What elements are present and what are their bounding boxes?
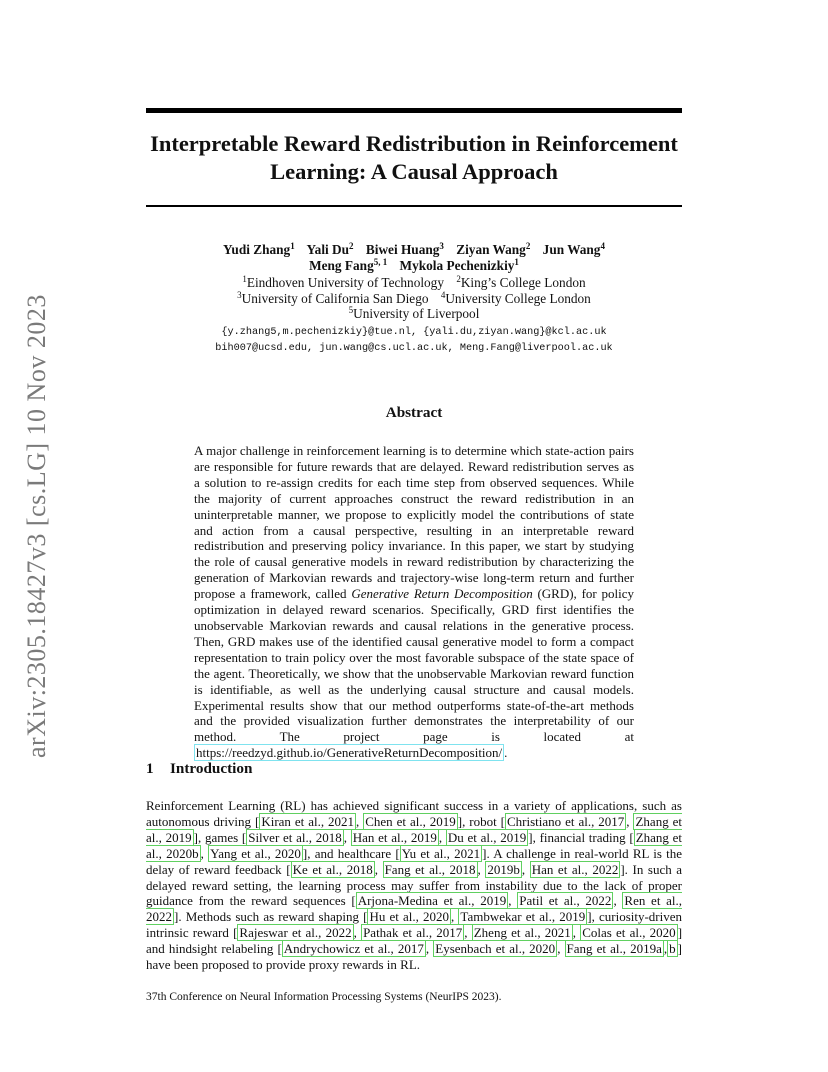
author-affiliation-mark: 2	[525, 241, 531, 251]
citation-link[interactable]: Han et al., 2022	[531, 861, 619, 877]
citation-link[interactable]: Tambwekar et al., 2019	[460, 909, 586, 925]
citation-link[interactable]: Du et al., 2019	[447, 829, 527, 845]
citation-link[interactable]: Ke et al., 2018	[292, 861, 373, 877]
author-affiliation-mark: 3	[439, 241, 444, 251]
citation-link[interactable]: Fang et al., 2018	[384, 861, 476, 877]
author-affiliation-mark: 2	[349, 241, 354, 251]
author-name: Biwei Huang	[365, 242, 440, 257]
author-name: Jun Wang	[542, 242, 601, 257]
citation-link[interactable]: Fang et al., 2019a	[566, 941, 662, 957]
author-line-1	[120, 242, 708, 258]
project-page-link[interactable]: https://reedzyd.github.io/GenerativeReturnDecomposition/	[196, 745, 503, 761]
section-title: Introduction	[170, 760, 253, 777]
paper-title: Interpretable Reward Redistribution in Reinforcement Learning: A Causal Approach	[150, 131, 678, 184]
abstract-text: A major challenge in reinforcement learning is to determine which state-action pairs are responsible for future rewards that are delayed. Reward redistribution serves as a solution to re-assign credits for each time step from observed sequences. While the majority of current approaches construct the reward redistribution in an uninterpretable manner, we propose to explicitly model the contributions of state and action from a causal perspective, resulting in an interpretable reward redistribution and preserving policy invariance. In this paper, we start by studying the role of causal generative models in reward redistribution by characterizing the generation of Markovian rewards and trajectory-wise long-term return and further propose a framework, called Generative Return Decomposition (GRD), for policy optimization in delayed reward scenarios. Specifically, GRD first identifies the unobservable Markovian rewards and causal relations in the generative process. Then, GRD makes use of the identified causal generative model to form a compact representation to train policy over the most favorable subspace of the state space of the agent. Theoretically, we show that the unobservable Markovian reward function is identifiable, as well as the underlying causal structure and causal models. Experimental results show that our method outperforms state-of-the-art methods and the provided visualization further demonstrates the interpretability of our method. The project page is located at https://reedzyd.github.io/GenerativeReturnDecomposition/ .	[194, 443, 634, 761]
citation-link[interactable]: Rajeswar et al., 2022	[239, 925, 352, 941]
affiliation-line-1: $^1$Eindhoven University of Technology $^2$King’s College London	[242, 274, 586, 290]
author-name: Yudi Zhang	[223, 242, 291, 257]
citation-link[interactable]: Chen et al., 2019	[365, 813, 456, 829]
arxiv-identifier: arXiv:2305.18427v3 [cs.LG] 10 Nov 2023	[22, 294, 51, 758]
citation-link[interactable]: Hu et al., 2020	[369, 909, 450, 925]
citation-link[interactable]: Zheng et al., 2021	[473, 925, 571, 941]
citation-link[interactable]: Christiano et al., 2017	[507, 813, 625, 829]
citation-link[interactable]: Yu et al., 2021	[401, 845, 481, 861]
section-number: 1	[146, 760, 154, 777]
author-line-2	[120, 258, 708, 274]
section-heading-introduction	[146, 760, 252, 778]
citation-link[interactable]: Yang et al., 2020	[210, 845, 301, 861]
affiliation-line-2: $^3$University of California San Diego $^4$University College London	[237, 289, 591, 306]
email-line-1: {y.zhang5,m.pechenizkiy}@tue.nl, {yali.du,ziyan.wang}@kcl.ac.uk	[221, 326, 607, 338]
affiliation: University of Liverpool	[353, 306, 480, 322]
citation-link[interactable]: Pathak et al., 2017	[363, 925, 463, 941]
email-line-2: bih007@ucsd.edu, jun.wang@cs.ucl.ac.uk, Meng.Fang@liverpool.ac.uk	[215, 342, 613, 354]
citation-link[interactable]: 2019b	[487, 861, 520, 877]
affiliation: University College London	[445, 290, 591, 306]
citation-link[interactable]: b	[669, 941, 676, 957]
author-emails	[120, 325, 708, 357]
title-top-rule	[146, 108, 682, 113]
author-affiliation-mark: 1	[290, 241, 295, 251]
author-name: Mykola Pechenizkiy	[399, 258, 515, 273]
author-block	[120, 242, 708, 357]
author-affiliation-mark: 5, 1	[373, 257, 388, 267]
author-name: Yali Du	[306, 242, 350, 257]
title-bottom-rule	[146, 205, 682, 207]
citation-link[interactable]: Patil et al., 2022	[519, 893, 612, 909]
citation-link[interactable]: Zhang et al., 2020b	[146, 829, 683, 861]
citation-link[interactable]: Ren et al., 2022	[146, 893, 683, 925]
citation-link[interactable]: Arjona-Medina et al., 2019	[357, 893, 507, 909]
author-name: Meng Fang	[309, 258, 374, 273]
author-affiliation-mark: 1	[514, 257, 519, 267]
author-affiliation-mark: 4	[600, 241, 605, 251]
citation-link[interactable]: Han et al., 2019	[352, 829, 437, 845]
abstract-heading: Abstract	[385, 404, 443, 421]
citation-link[interactable]: Andrychowicz et al., 2017	[283, 941, 424, 957]
citation-link[interactable]: Colas et al., 2020	[582, 925, 676, 941]
citation-link[interactable]: Eysenbach et al., 2020	[435, 941, 556, 957]
conference-footnote: 37th Conference on Neural Information Processing Systems (NeurIPS 2023).	[146, 991, 502, 1003]
affiliation: University of California San Diego	[241, 290, 429, 306]
citation-link[interactable]: Silver et al., 2018	[248, 829, 342, 845]
affiliation: King’s College London	[460, 275, 586, 290]
citation-link[interactable]: Zhang et al., 2019	[146, 813, 683, 845]
affiliation-line-3: $^5$University of Liverpool	[348, 305, 480, 322]
affiliation: Eindhoven University of Technology	[246, 275, 444, 290]
introduction-text: Reinforcement Learning (RL) has achieved significant success in a variety of applications, such as autonomous driving [ Kiran et al., 2021 , Chen et al., 2019 ], robot [ Christiano et al., 2017 , Zhang et al., 2019 ], games [ Silver et al., 2018 , Han et al., 2019 , Du et al., 2019 ], financial trading [ Zhang et al., 2020b , Yang et al., 2020 ], and healthcare [ Yu et al., 2021 ]. A challenge in real-world RL is the delay of reward feedback [ Ke et al., 2018 , Fang et al., 2018 , 2019b , Han et al., 2022 ]. In such a delayed reward setting, the learning process may suffer from instability due to the lack of proper guidance from the reward sequences [ Arjona-Medina et al., 2019 , Patil et al., 2022 , Ren et al., 2022 ]. Methods such as reward shaping [ Hu et al., 2020 , Tambwekar et al., 2019 ], curiosity-driven intrinsic reward [ Rajeswar et al., 2022 , Pathak et al., 2017 , Zheng et al., 2021 , Colas et al., 2020 ] and hindsight relabeling [ Andrychowicz et al., 2017 , Eysenbach et al., 2020 , Fang et al., 2019a , b ] have been proposed to provide proxy rewards in RL.	[146, 798, 683, 973]
method-name: Generative Return Decomposition	[351, 586, 533, 602]
citation-link[interactable]: Kiran et al., 2021	[261, 813, 355, 829]
affiliations	[120, 275, 708, 322]
author-name: Ziyan Wang	[456, 242, 526, 257]
